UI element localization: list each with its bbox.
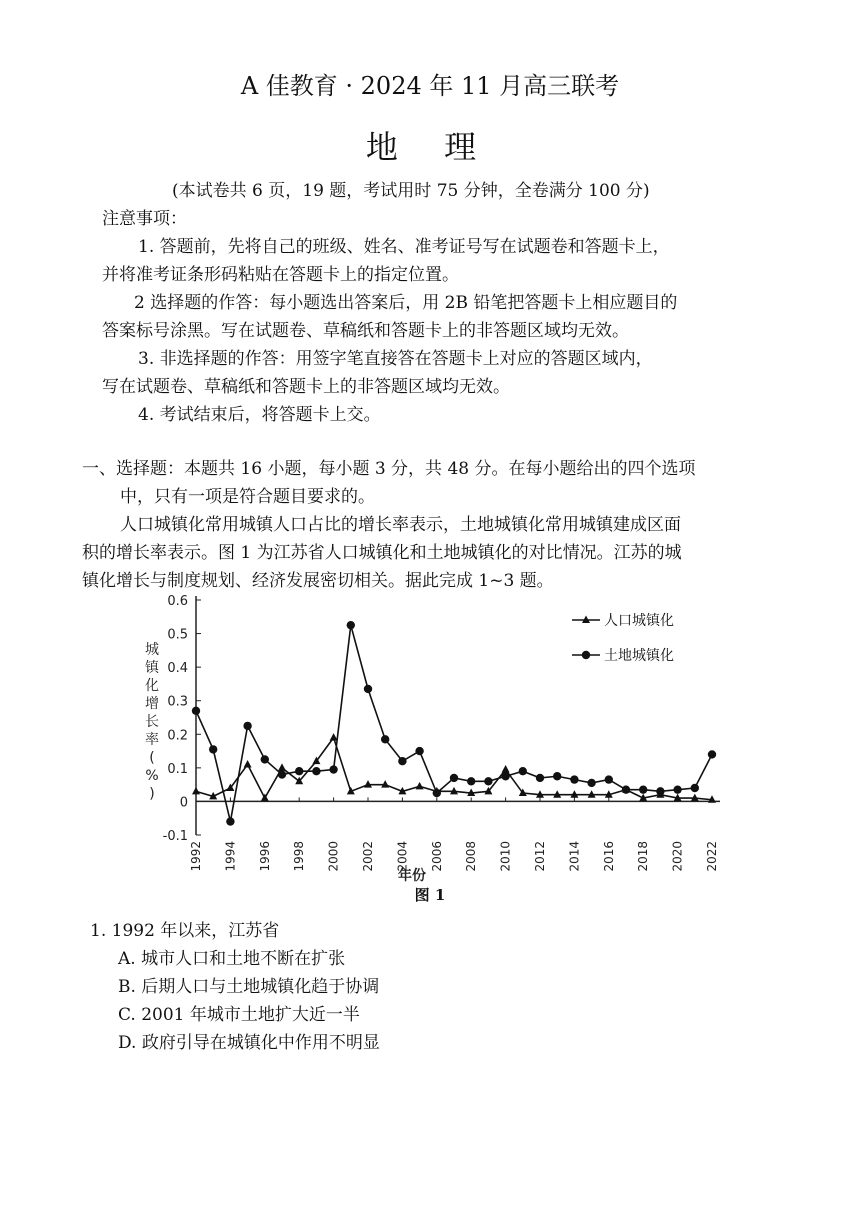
land-point [312,767,320,775]
land-point [364,685,372,693]
x-tick-label: 2020 [670,841,685,872]
land-point [398,757,406,765]
land-point [381,735,389,743]
y-tick-label: 0.4 [167,661,188,677]
question-1-option-b[interactable]: B. 后期人口与土地城镇化趋于协调 [118,977,380,997]
land-point [587,779,595,787]
notice-item-1-line2: 并将准考证条形码粘贴在答题卡上的指定位置。 [102,265,459,285]
notice-item-2-line1: 2 选择题的作答：每小题选出答案后，用 2B 铅笔把答题卡上相应题目的 [134,293,678,313]
x-tick-label: 2022 [705,841,719,872]
land-point [484,777,492,785]
intro-line1: 人口城镇化常用城镇人口占比的增长率表示，土地城镇化常用城镇建成区面 [120,515,681,535]
population-point [244,760,252,768]
land-point [278,770,286,778]
figure-caption: 图 1 [414,886,446,904]
land-point [261,755,269,763]
intro-line2: 积的增长率表示。图 1 为江苏省人口城镇化和土地城镇化的对比情况。江苏的城 [82,543,682,563]
land-point [433,789,441,797]
x-tick-label: 2010 [498,841,513,872]
land-point [467,777,475,785]
y-tick-label: 0.2 [167,728,188,744]
land-point [501,772,509,780]
x-tick-label: 2016 [601,841,616,872]
population-point [278,763,286,771]
x-tick-label: 1996 [257,841,272,872]
legend-label: 人口城镇化 [604,613,674,629]
population-point [416,782,424,790]
land-point [192,707,200,715]
land-point [209,745,217,753]
x-tick-label: 2006 [429,841,444,872]
land-point [639,785,647,793]
x-tick-label: 2014 [567,841,582,872]
y-tick-label: 0.1 [167,761,188,777]
land-point [605,775,613,783]
question-1-option-a[interactable]: A. 城市人口和土地不断在扩张 [118,949,346,969]
notice-item-3-line1: 3. 非选择题的作答：用签字笔直接答在答题卡上对应的答题区域内， [138,349,653,369]
x-tick-label: 2004 [395,841,410,872]
land-point [656,787,664,795]
x-tick-label: 2002 [361,841,375,872]
x-axis-label: 年份 [398,868,426,884]
notice-item-3-line2: 写在试题卷、草稿纸和答题卡上的非答题区域均无效。 [102,377,510,397]
land-point [295,767,303,775]
section-title-line2: 中，只有一项是符合题目要求的。 [120,487,375,507]
x-tick-label: 1998 [292,841,307,872]
y-tick-label: -0.1 [162,829,188,844]
notice-item-4: 4. 考试结束后，将答题卡上交。 [138,405,381,425]
x-tick-label: 2008 [464,841,479,872]
x-tick-label: 2000 [326,841,341,872]
exam-header: A 佳教育 · 2024 年 11 月高三联考 [240,72,620,100]
y-tick-label: 0.5 [167,627,188,643]
urbanization-chart [140,588,740,900]
notice-heading: 注意事项： [102,209,187,229]
land-point [243,722,251,730]
land-point [329,765,337,773]
land-point [673,785,681,793]
y-axis-label: 城镇化增长率( % ) [145,642,159,802]
land-point [415,747,423,755]
land-point [450,774,458,782]
intro-line3: 镇化增长与制度规划、经济发展密切相关。据此完成 1~3 题。 [82,571,554,591]
x-tick-label: 1992 [189,841,203,872]
exam-info: (本试卷共 6 页，19 题，考试用时 75 分钟，全卷满分 100 分) [172,181,650,201]
legend-circle-marker [582,651,590,659]
land-point [226,817,234,825]
x-tick-label: 2012 [533,841,547,872]
subject-title: 地 理 [365,128,495,166]
population-point [502,765,510,773]
population-point [192,787,200,795]
x-tick-label: 1994 [223,841,238,872]
y-tick-label: 0.3 [167,694,188,710]
land-point [708,750,716,758]
land-point [347,621,355,629]
section-title-line1: 一、选择题：本题共 16 小题，每小题 3 分，共 48 分。在每小题给出的四个选项 [82,459,696,479]
y-tick-label: 0.6 [167,594,188,609]
question-1-option-d[interactable]: D. 政府引导在城镇化中作用不明显 [118,1033,380,1053]
notice-item-2-line2: 答案标号涂黑。写在试题卷、草稿纸和答题卡上的非答题区域均无效。 [102,321,629,341]
question-1-stem: 1. 1992 年以来，江苏省 [90,921,280,941]
land-point [622,785,630,793]
notice-item-1-line1: 1. 答题前，先将自己的班级、姓名、准考证号写在试题卷和答题卡上， [138,237,670,257]
y-tick-label: 0 [179,795,188,811]
question-1-option-c[interactable]: C. 2001 年城市土地扩大近一半 [118,1005,360,1025]
land-point [536,774,544,782]
legend-label: 土地城镇化 [604,648,674,664]
land-point [519,767,527,775]
x-tick-label: 2018 [636,841,651,872]
land-point [570,775,578,783]
land-point [691,784,699,792]
land-point [553,772,561,780]
population-point [330,733,338,741]
